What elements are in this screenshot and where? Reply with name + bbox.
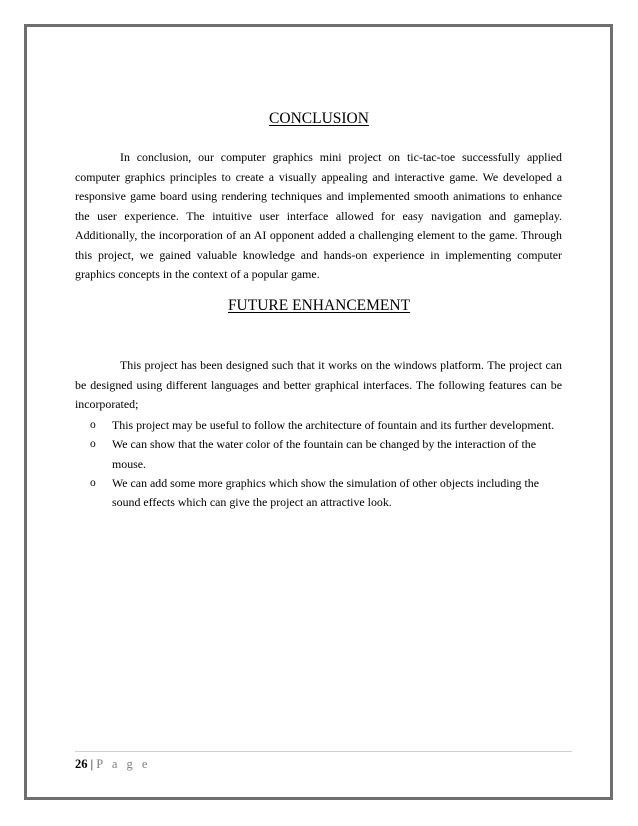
- page-label: P a g e: [96, 757, 151, 771]
- list-item: [90, 416, 563, 435]
- future-enhancement-heading: FUTURE ENHANCEMENT: [227, 297, 411, 314]
- list-item: [90, 474, 563, 513]
- footer-separator: |: [90, 757, 94, 771]
- conclusion-paragraph: In conclusion, our computer graphics mini project on tic-tac-toe successfully applied computer graphics principles to create a visually appealing and interactive game. We developed a responsive game board using rendering techniques and implemented smooth animations to enhance the user experience. The intuitive user interface allowed for easy navigation and gameplay. Additionally, the incorporation of an AI opponent added a challenging element to the game. Through this project, we gained valuable knowledge and hands-on experience in implementing computer graphics concepts in the context of a popular game.: [75, 150, 562, 281]
- page-footer: [75, 757, 150, 772]
- list-item: [90, 435, 563, 474]
- page-number: 26: [75, 757, 88, 771]
- bullet-circle-icon: o: [90, 476, 96, 489]
- list-item-text: We can show that the water color of the fountain can be changed by the interaction of the mouse.: [112, 437, 536, 471]
- conclusion-heading: CONCLUSION: [269, 110, 369, 127]
- list-item-text: This project may be useful to follow the architecture of fountain and its further development.: [112, 418, 555, 432]
- bullet-circle-icon: o: [90, 419, 96, 431]
- bullet-circle-icon: o: [90, 438, 96, 451]
- list-item-text: We can add some more graphics which show the simulation of other objects including the sound effects which can give the project an attractive look.: [112, 475, 539, 510]
- enhancement-list: [90, 416, 563, 512]
- footer-divider: [75, 751, 572, 752]
- future-enhancement-paragraph: This project has been designed such that it works on the windows platform. The project can be designed using different languages and better graphical interfaces. The following features can be incorporated;: [75, 358, 562, 411]
